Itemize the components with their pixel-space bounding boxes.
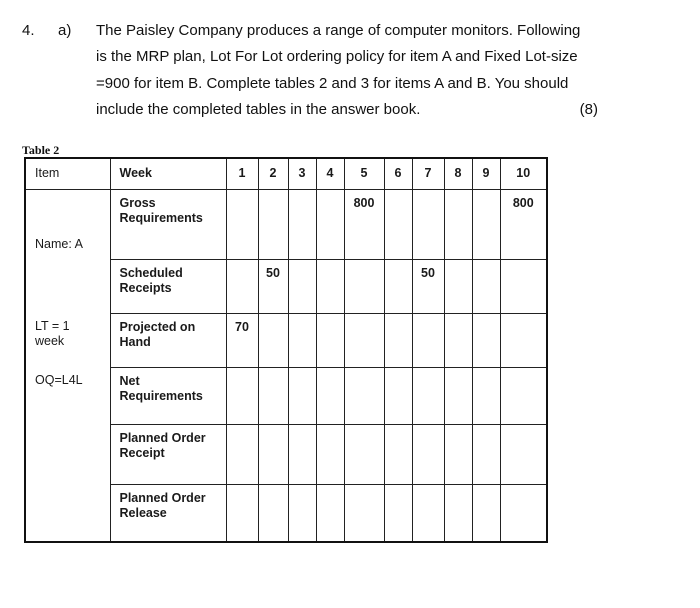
value-cell[interactable]: 50 bbox=[412, 259, 444, 313]
week-number-cell: 1 bbox=[226, 158, 258, 189]
row-label-line: Net bbox=[119, 373, 140, 388]
item-name: Name: A bbox=[35, 236, 83, 251]
question-marks: (8) bbox=[579, 101, 598, 118]
value-cell[interactable] bbox=[258, 424, 288, 484]
value-cell[interactable] bbox=[384, 313, 412, 367]
value-cell[interactable] bbox=[500, 313, 547, 367]
week-number-cell: 5 bbox=[344, 158, 384, 189]
value-cell[interactable] bbox=[226, 189, 258, 259]
row-label-line: Projected on bbox=[119, 319, 196, 334]
row-label bbox=[110, 259, 226, 313]
row-label bbox=[110, 484, 226, 542]
row-label-line: Scheduled bbox=[119, 265, 183, 280]
value-cell[interactable] bbox=[444, 259, 472, 313]
value-cell[interactable] bbox=[344, 484, 384, 542]
week-header-label: Week bbox=[119, 166, 152, 181]
value-cell[interactable] bbox=[316, 424, 344, 484]
value-cell[interactable] bbox=[472, 313, 500, 367]
planned-order-release-row bbox=[25, 484, 547, 542]
value-cell[interactable] bbox=[288, 424, 316, 484]
value-cell[interactable] bbox=[288, 259, 316, 313]
item-info-cell bbox=[25, 189, 110, 259]
value-cell[interactable] bbox=[412, 313, 444, 367]
value-cell[interactable] bbox=[344, 313, 384, 367]
value-cell[interactable]: 70 bbox=[226, 313, 258, 367]
value-cell[interactable] bbox=[500, 259, 547, 313]
row-label-line: Planned Order bbox=[119, 430, 206, 445]
value-cell[interactable] bbox=[384, 484, 412, 542]
value-cell[interactable] bbox=[412, 189, 444, 259]
value-cell[interactable] bbox=[444, 313, 472, 367]
value-cell[interactable]: 800 bbox=[344, 189, 384, 259]
value-cell[interactable] bbox=[384, 424, 412, 484]
scheduled-receipts-row bbox=[25, 259, 547, 313]
value-cell[interactable] bbox=[384, 367, 412, 424]
row-label-line: Receipts bbox=[119, 280, 172, 295]
value-cell[interactable] bbox=[472, 424, 500, 484]
question-number: 4. bbox=[22, 22, 35, 39]
header-row bbox=[25, 158, 547, 189]
value-cell[interactable] bbox=[412, 424, 444, 484]
row-label bbox=[110, 189, 226, 259]
item-header bbox=[25, 158, 110, 189]
value-cell[interactable] bbox=[500, 484, 547, 542]
question-text-line-3: =900 for item B. Complete tables 2 and 3 for items A and B. You should bbox=[96, 75, 569, 92]
week-number-cell: 3 bbox=[288, 158, 316, 189]
value-cell[interactable] bbox=[226, 424, 258, 484]
item-info-cell bbox=[25, 424, 110, 484]
lead-time-line-1: LT = 1 bbox=[35, 319, 70, 333]
week-number-cell: 10 bbox=[500, 158, 547, 189]
row-label-line: Receipt bbox=[119, 445, 165, 460]
row-label bbox=[110, 367, 226, 424]
mrp-table bbox=[24, 157, 548, 543]
value-cell[interactable] bbox=[258, 484, 288, 542]
question-text-line-4: include the completed tables in the answer book. bbox=[96, 101, 421, 118]
value-cell[interactable] bbox=[344, 367, 384, 424]
value-cell[interactable] bbox=[444, 189, 472, 259]
item-header-label: Item bbox=[35, 166, 60, 181]
row-label-line: Release bbox=[119, 505, 167, 520]
value-cell[interactable] bbox=[258, 189, 288, 259]
row-label-line: Hand bbox=[119, 334, 151, 349]
value-cell[interactable] bbox=[226, 484, 258, 542]
value-cell[interactable] bbox=[472, 484, 500, 542]
value-cell[interactable] bbox=[444, 367, 472, 424]
value-cell[interactable] bbox=[288, 189, 316, 259]
value-cell[interactable] bbox=[472, 189, 500, 259]
value-cell[interactable] bbox=[344, 424, 384, 484]
row-label-line: Requirements bbox=[119, 388, 203, 403]
value-cell[interactable] bbox=[258, 313, 288, 367]
question-text-line-2: is the MRP plan, Lot For Lot ordering policy for item A and Fixed Lot-size bbox=[96, 48, 578, 65]
week-number-cell: 2 bbox=[258, 158, 288, 189]
item-info-cell bbox=[25, 313, 110, 367]
value-cell[interactable]: 50 bbox=[258, 259, 288, 313]
value-cell[interactable] bbox=[412, 484, 444, 542]
item-info-cell bbox=[25, 367, 110, 424]
row-label-line: Planned Order bbox=[119, 490, 206, 505]
value-cell[interactable] bbox=[500, 424, 547, 484]
question-text-line-1: The Paisley Company produces a range of computer monitors. Following bbox=[96, 22, 581, 39]
value-cell[interactable]: 800 bbox=[500, 189, 547, 259]
value-cell[interactable] bbox=[384, 189, 412, 259]
value-cell[interactable] bbox=[444, 484, 472, 542]
value-cell[interactable] bbox=[316, 259, 344, 313]
week-header bbox=[110, 158, 226, 189]
lead-time-line-2: week bbox=[35, 334, 65, 348]
net-requirements-row bbox=[25, 367, 547, 424]
value-cell[interactable] bbox=[316, 484, 344, 542]
value-cell[interactable] bbox=[444, 424, 472, 484]
week-number-cell: 6 bbox=[384, 158, 412, 189]
item-info-cell bbox=[25, 259, 110, 313]
value-cell[interactable] bbox=[288, 313, 316, 367]
value-cell[interactable] bbox=[316, 367, 344, 424]
week-number-cell: 7 bbox=[412, 158, 444, 189]
value-cell[interactable] bbox=[384, 259, 412, 313]
row-label bbox=[110, 313, 226, 367]
value-cell[interactable] bbox=[226, 259, 258, 313]
value-cell[interactable] bbox=[316, 189, 344, 259]
projected-on-hand-row bbox=[25, 313, 547, 367]
value-cell[interactable] bbox=[500, 367, 547, 424]
value-cell[interactable] bbox=[472, 367, 500, 424]
gross-requirements-row bbox=[25, 189, 547, 259]
value-cell[interactable] bbox=[288, 367, 316, 424]
row-label-line: Requirements bbox=[119, 210, 203, 225]
week-number-cell: 9 bbox=[472, 158, 500, 189]
table-caption: Table 2 bbox=[22, 143, 60, 157]
value-cell[interactable] bbox=[472, 259, 500, 313]
value-cell[interactable] bbox=[258, 367, 288, 424]
planned-order-receipt-row bbox=[25, 424, 547, 484]
row-label-line: Gross bbox=[119, 195, 156, 210]
item-info-cell bbox=[25, 484, 110, 542]
value-cell[interactable] bbox=[226, 367, 258, 424]
order-quantity: OQ=L4L bbox=[35, 373, 83, 387]
row-label bbox=[110, 424, 226, 484]
value-cell[interactable] bbox=[288, 484, 316, 542]
week-number-cell: 4 bbox=[316, 158, 344, 189]
question-part: a) bbox=[58, 22, 72, 39]
value-cell[interactable] bbox=[412, 367, 444, 424]
value-cell[interactable] bbox=[316, 313, 344, 367]
week-number-cell: 8 bbox=[444, 158, 472, 189]
value-cell[interactable] bbox=[344, 259, 384, 313]
